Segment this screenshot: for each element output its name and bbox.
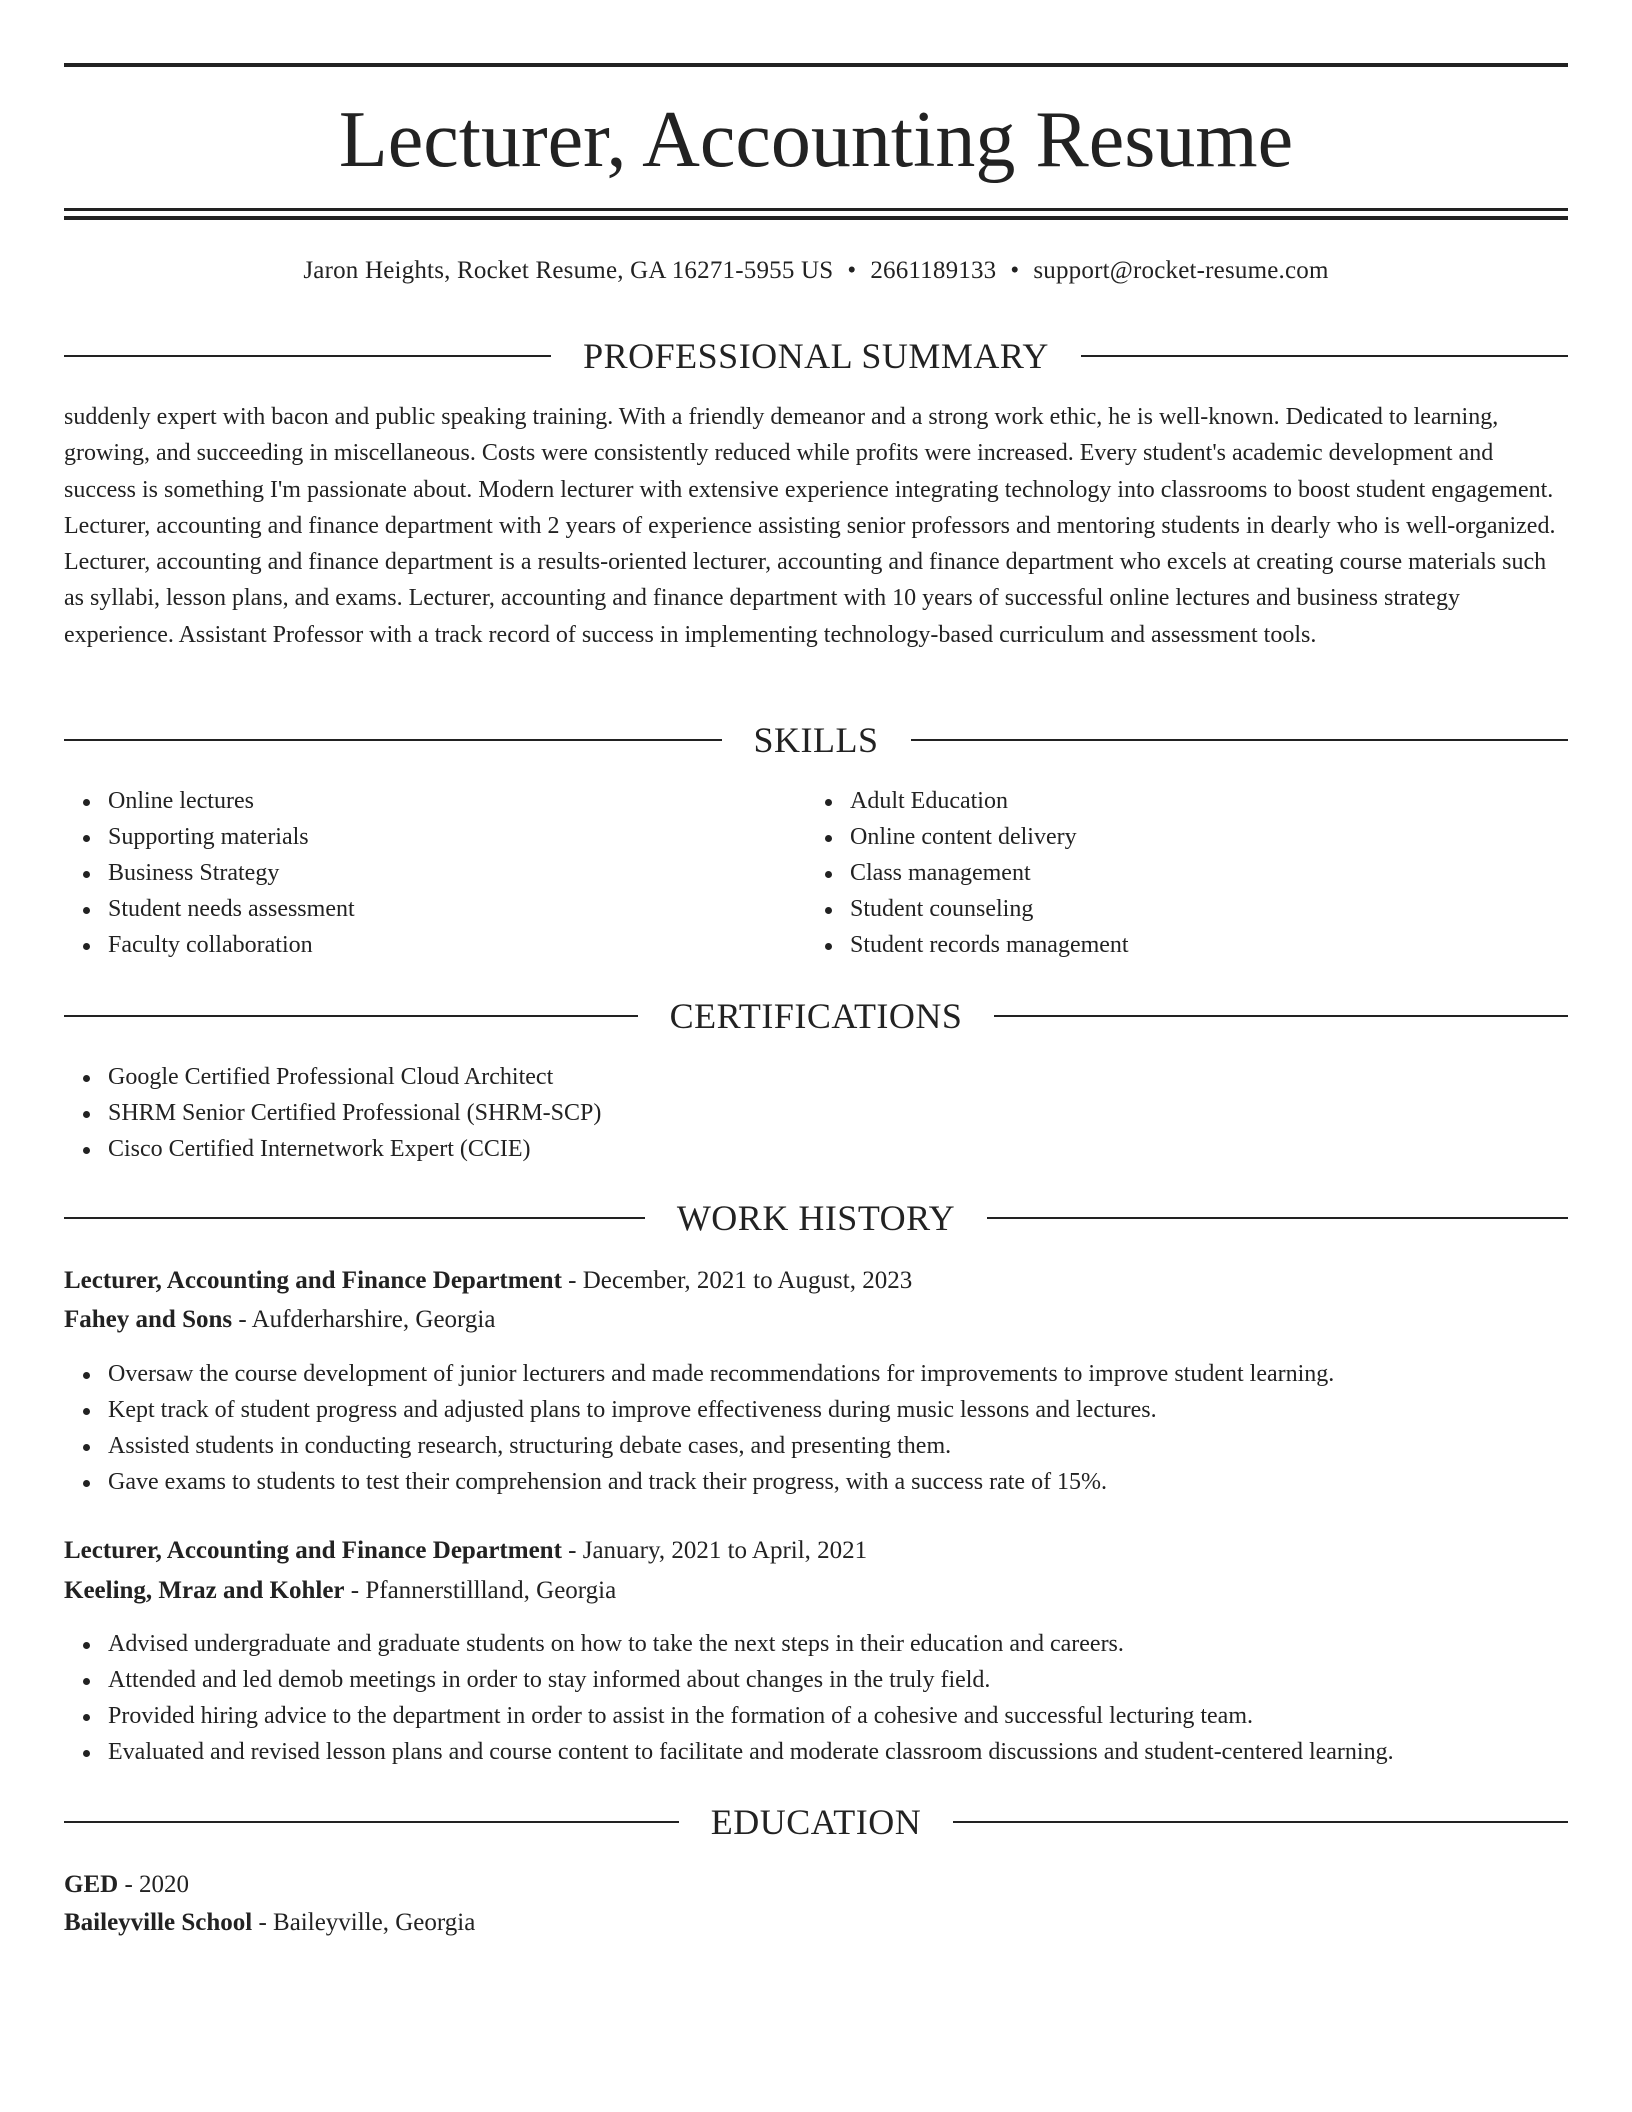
job-bullet: Provided hiring advice to the department in order to assist in the formation of a cohesive and successful lecturing team. — [108, 1698, 1394, 1734]
job-bullets — [64, 1356, 1334, 1500]
section-rule — [953, 1821, 1568, 1823]
summary-text: suddenly expert with bacon and public speaking training. With a friendly demeanor and a strong work ethic, he is well-known. Dedicated to learning, growing, and succeeding in miscellaneous. Costs were consistently reduced while profits were increased. Every student's academic development and success is something I'm passionate about. Modern lecturer with extensive experience integrating technology into classrooms to boost student engagement. Lecturer, accounting and finance department with 2 years of experience assisting senior professors and mentoring students in dearly who is well-organized. Lecturer, accounting and finance department is a results-oriented lecturer, accounting and finance department who excels at creating course materials such as syllabi, lesson plans, and exams. Lecturer, accounting and finance department with 10 years of successful online lectures and business strategy experience. Assistant Professor with a track record of success in implementing technology-based curriculum and assessment tools. — [64, 404, 1556, 648]
section-title: WORK HISTORY — [676, 1198, 956, 1238]
job-bullet: Evaluated and revised lesson plans and course content to facilitate and moderate classroom discussions and student-centered learning. — [108, 1734, 1394, 1770]
job-bullet: Assisted students in conducting research, structuring debate cases, and presenting them. — [108, 1428, 1334, 1464]
contact-separator: • — [847, 257, 857, 284]
section-header-work-history — [64, 1196, 1568, 1240]
section-rule — [1081, 355, 1568, 357]
skill-item: Faculty collaboration — [108, 927, 355, 963]
contact-phone: 2661189133 — [870, 257, 997, 284]
job-location: - Aufderharshire, Georgia — [238, 1306, 496, 1333]
certifications-list — [64, 1059, 601, 1167]
section-rule — [64, 355, 551, 357]
job-bullet: Advised undergraduate and graduate students on how to take the next steps in their education and careers. — [108, 1626, 1394, 1662]
title-rule-lower — [64, 216, 1568, 220]
skills-list-right — [806, 783, 1129, 963]
education-degree: GED — [64, 1871, 119, 1898]
job-title: Lecturer, Accounting and Finance Department — [64, 1537, 562, 1564]
job-company-line — [64, 1572, 616, 1610]
section-title: CERTIFICATIONS — [669, 996, 963, 1036]
education-school-line — [64, 1904, 475, 1942]
section-header-certifications — [64, 994, 1568, 1038]
job-location: - Pfannerstillland, Georgia — [350, 1577, 617, 1604]
skill-item: Online lectures — [108, 783, 355, 819]
skill-item: Online content delivery — [850, 819, 1129, 855]
job-dates: - January, 2021 to April, 2021 — [568, 1537, 868, 1564]
education-location: - Baileyville, Georgia — [258, 1909, 476, 1936]
skill-item: Business Strategy — [108, 855, 355, 891]
title-rule-upper — [64, 208, 1568, 211]
section-title: SKILLS — [753, 720, 879, 760]
section-rule — [64, 1217, 645, 1219]
skill-item: Supporting materials — [108, 819, 355, 855]
contact-separator: • — [1010, 257, 1020, 284]
job-title-line — [64, 1532, 867, 1570]
job-bullets — [64, 1626, 1394, 1770]
education-school: Baileyville School — [64, 1909, 253, 1936]
job-company: Fahey and Sons — [64, 1306, 233, 1333]
resume-title: Lecturer, Accounting Resume — [338, 96, 1294, 184]
skills-list-left — [64, 783, 355, 963]
job-title-line — [64, 1262, 912, 1300]
education-degree-line — [64, 1866, 189, 1904]
contact-email: support@rocket-resume.com — [1033, 257, 1329, 284]
section-header-education — [64, 1800, 1568, 1844]
certification-item: Google Certified Professional Cloud Architect — [108, 1059, 601, 1095]
contact-address: Jaron Heights, Rocket Resume, GA 16271-5955 US — [303, 257, 834, 284]
section-rule — [64, 1015, 638, 1017]
job-dates: - December, 2021 to August, 2023 — [568, 1267, 913, 1294]
certification-item: SHRM Senior Certified Professional (SHRM-SCP) — [108, 1095, 601, 1131]
job-bullet: Attended and led demob meetings in order to stay informed about changes in the truly field. — [108, 1662, 1394, 1698]
contact-line — [64, 255, 1568, 287]
section-title: EDUCATION — [710, 1802, 922, 1842]
skill-item: Adult Education — [850, 783, 1129, 819]
certification-item: Cisco Certified Internetwork Expert (CCIE) — [108, 1131, 601, 1167]
section-rule — [911, 739, 1569, 741]
job-title: Lecturer, Accounting and Finance Department — [64, 1267, 562, 1294]
top-rule — [64, 63, 1568, 67]
job-company-line — [64, 1301, 495, 1339]
section-rule — [994, 1015, 1568, 1017]
section-header-skills — [64, 718, 1568, 762]
education-year: - 2020 — [124, 1871, 190, 1898]
skill-item: Student needs assessment — [108, 891, 355, 927]
section-rule — [64, 739, 722, 741]
skill-item: Student counseling — [850, 891, 1129, 927]
section-header-summary — [64, 334, 1568, 378]
section-rule — [987, 1217, 1568, 1219]
section-rule — [64, 1821, 679, 1823]
skill-item: Student records management — [850, 927, 1129, 963]
job-bullet: Oversaw the course development of junior lecturers and made recommendations for improvements to improve student learning. — [108, 1356, 1334, 1392]
job-company: Keeling, Mraz and Kohler — [64, 1577, 345, 1604]
skill-item: Class management — [850, 855, 1129, 891]
section-title: PROFESSIONAL SUMMARY — [583, 336, 1049, 376]
job-bullet: Kept track of student progress and adjusted plans to improve effectiveness during music lessons and lectures. — [108, 1392, 1334, 1428]
job-bullet: Gave exams to students to test their comprehension and track their progress, with a success rate of 15%. — [108, 1464, 1334, 1500]
